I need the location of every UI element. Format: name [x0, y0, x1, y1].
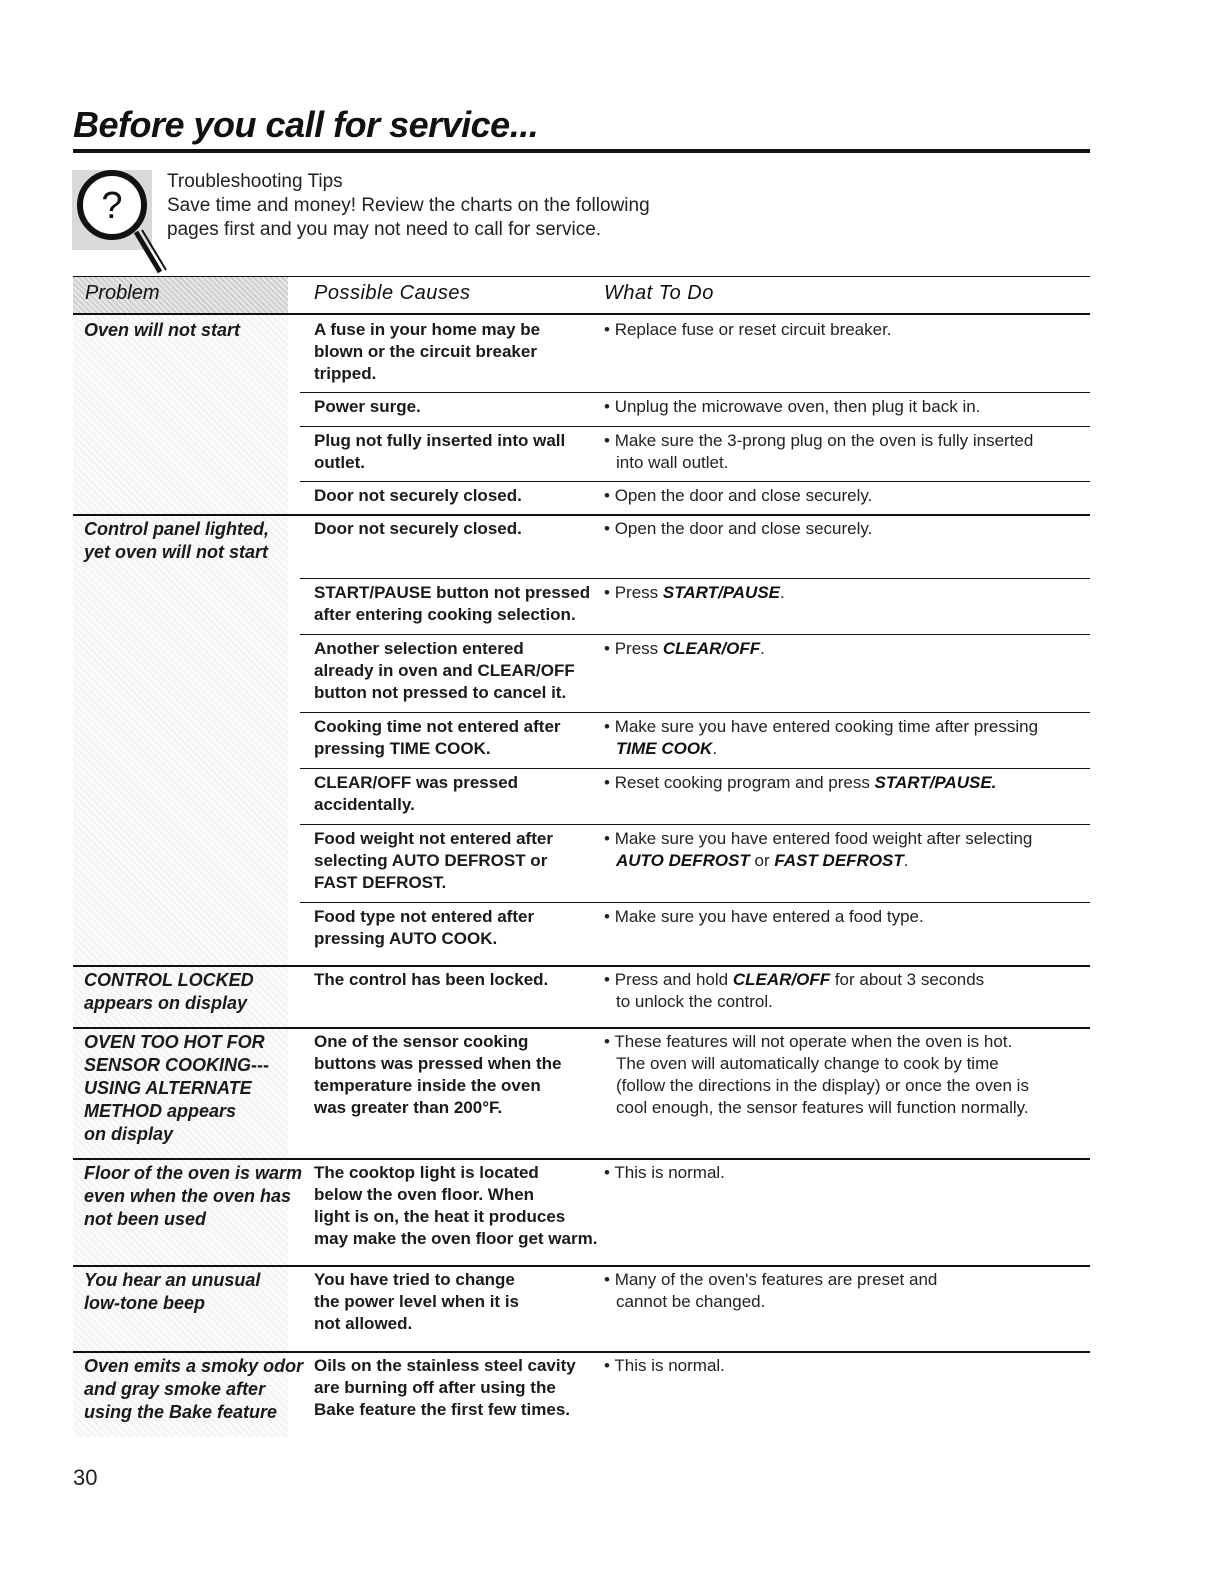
- problem-line: not been used: [84, 1209, 207, 1229]
- row-rule: [300, 578, 1090, 579]
- problem-line: using the Bake feature: [84, 1402, 278, 1422]
- cause-line: button not pressed to cancel it.: [314, 683, 567, 702]
- todo-line: • Many of the oven's features are preset and: [604, 1270, 938, 1289]
- row-rule: [300, 824, 1090, 825]
- what-to-do: [604, 319, 892, 341]
- cause-line: blown or the circuit breaker: [314, 342, 537, 361]
- row-rule: [300, 481, 1090, 482]
- possible-cause: [314, 1269, 519, 1335]
- possible-cause: [314, 396, 421, 418]
- cause-line: Door not securely closed.: [314, 486, 522, 505]
- cause-line: are burning off after using the: [314, 1378, 556, 1397]
- row-rule: [300, 768, 1090, 769]
- control-name: FAST DEFROST: [774, 851, 904, 870]
- control-name: START/PAUSE.: [874, 773, 997, 792]
- problem-line: and gray smoke after: [84, 1379, 266, 1399]
- possible-cause: [314, 772, 518, 816]
- bullet-icon: •: [604, 320, 615, 339]
- problem-line: OVEN TOO HOT FOR: [84, 1032, 265, 1052]
- group-rule: [73, 1027, 1090, 1029]
- cause-line: temperature inside the oven: [314, 1076, 541, 1095]
- control-name: CLEAR/OFF: [732, 970, 831, 989]
- problem-line: low-tone beep: [84, 1293, 205, 1313]
- problem-label: [84, 319, 240, 342]
- bullet-icon: •: [604, 1163, 615, 1182]
- what-to-do: [604, 969, 984, 1013]
- possible-cause: [314, 430, 565, 474]
- control-name: START/PAUSE: [662, 583, 780, 602]
- cause-line: Door not securely closed.: [314, 519, 522, 538]
- todo-line: • Replace fuse or reset circuit breaker.: [604, 320, 892, 339]
- possible-cause: [314, 638, 575, 704]
- what-to-do: [604, 1355, 725, 1377]
- magnifier-question-icon: [72, 160, 172, 280]
- tips-line: pages first and you may not need to call for service.: [167, 219, 602, 240]
- control-name: AUTO DEFROST: [616, 851, 750, 870]
- what-to-do: [604, 582, 785, 604]
- what-to-do: [604, 396, 980, 418]
- todo-header: What To Do: [604, 282, 714, 304]
- possible-cause: [314, 485, 522, 507]
- what-to-do: [604, 485, 872, 507]
- problem-line: METHOD appears: [84, 1101, 237, 1121]
- possible-cause: [314, 1031, 562, 1119]
- cause-line: light is on, the heat it produces: [314, 1207, 566, 1226]
- cause-line: FAST DEFROST.: [314, 873, 447, 892]
- todo-line: • Make sure you have entered food weight after selecting: [604, 829, 1033, 848]
- problem-line: You hear an unusual: [84, 1270, 261, 1290]
- what-to-do: [604, 1269, 937, 1313]
- todo-line: cannot be changed.: [616, 1292, 766, 1311]
- todo-line: (follow the directions in the display) or once the oven is: [616, 1076, 1029, 1095]
- problem-line: Control panel lighted,: [84, 519, 269, 539]
- bullet-icon: •: [604, 773, 615, 792]
- group-rule: [73, 514, 1090, 516]
- row-rule: [300, 712, 1090, 713]
- what-to-do: [604, 828, 1032, 872]
- bullet-icon: •: [604, 639, 615, 658]
- group-rule: [73, 965, 1090, 967]
- problem-line: SENSOR COOKING---: [84, 1055, 270, 1075]
- what-to-do: [604, 430, 1033, 474]
- bullet-icon: •: [604, 397, 615, 416]
- bullet-icon: •: [604, 970, 615, 989]
- problem-label: [84, 518, 269, 564]
- bullet-icon: •: [604, 829, 615, 848]
- table-header: [73, 277, 1090, 313]
- cause-line: accidentally.: [314, 795, 415, 814]
- problem-group: [73, 514, 1090, 965]
- cause-line: Food weight not entered after: [314, 829, 553, 848]
- cause-line: START/PAUSE button not pressed: [314, 583, 591, 602]
- bullet-icon: •: [604, 486, 615, 505]
- possible-cause: [314, 1162, 597, 1250]
- todo-line: • Reset cooking program and press START/PAUSE.: [604, 773, 997, 792]
- todo-line: AUTO DEFROST or FAST DEFROST.: [616, 851, 909, 870]
- group-rule: [73, 1351, 1090, 1353]
- what-to-do: [604, 772, 996, 794]
- causes-header: Possible Causes: [314, 282, 471, 304]
- problem-line: appears on display: [84, 993, 248, 1013]
- row-rule: [300, 634, 1090, 635]
- problem-line: Oven will not start: [84, 320, 241, 340]
- problem-cell: [73, 514, 288, 965]
- cause-line: Oils on the stainless steel cavity: [314, 1356, 576, 1375]
- todo-line: • This is normal.: [604, 1163, 725, 1182]
- what-to-do: [604, 1031, 1029, 1119]
- todo-line: • Open the door and close securely.: [604, 519, 873, 538]
- todo-line: • Make sure you have entered cooking time after pressing: [604, 717, 1039, 736]
- cause-line: not allowed.: [314, 1314, 413, 1333]
- cause-line: You have tried to change: [314, 1270, 515, 1289]
- problem-group: [73, 315, 1090, 514]
- todo-line: to unlock the control.: [616, 992, 773, 1011]
- problem-group: [73, 1158, 1090, 1265]
- bullet-icon: •: [604, 1032, 615, 1051]
- todo-line: • Make sure the 3-prong plug on the oven is fully inserted: [604, 431, 1034, 450]
- tips-heading: Troubleshooting Tips: [167, 171, 343, 192]
- possible-cause: [314, 1355, 576, 1421]
- problem-line: yet oven will not start: [84, 542, 269, 562]
- tips-line: Save time and money! Review the charts on the following: [167, 195, 650, 216]
- todo-line: • Open the door and close securely.: [604, 486, 873, 505]
- possible-cause: [314, 906, 534, 950]
- problem-header: Problem: [85, 282, 160, 304]
- todo-line: The oven will automatically change to cook by time: [616, 1054, 999, 1073]
- row-rule: [300, 426, 1090, 427]
- bullet-icon: •: [604, 1356, 615, 1375]
- bullet-icon: •: [604, 907, 615, 926]
- problem-label: [84, 1031, 269, 1146]
- problem-line: Floor of the oven is warm: [84, 1163, 303, 1183]
- cause-line: Another selection entered: [314, 639, 524, 658]
- cause-line: Cooking time not entered after: [314, 717, 561, 736]
- todo-line: cool enough, the sensor features will function normally.: [616, 1098, 1029, 1117]
- todo-line: • Make sure you have entered a food type.: [604, 907, 924, 926]
- cause-line: already in oven and CLEAR/OFF: [314, 661, 575, 680]
- what-to-do: [604, 1162, 725, 1184]
- group-rule: [73, 1265, 1090, 1267]
- cause-line: A fuse in your home may be: [314, 320, 541, 339]
- possible-cause: [314, 716, 561, 760]
- cause-line: The control has been locked.: [314, 970, 549, 989]
- cause-line: the power level when it is: [314, 1292, 519, 1311]
- cause-line: buttons was pressed when the: [314, 1054, 562, 1073]
- problem-cell: [73, 315, 288, 514]
- todo-line: • These features will not operate when the oven is hot.: [604, 1032, 1013, 1051]
- possible-cause: [314, 319, 540, 385]
- problem-header-cell: [73, 277, 288, 313]
- bullet-icon: •: [604, 583, 615, 602]
- what-to-do: [604, 638, 765, 660]
- problem-label: [84, 1162, 302, 1231]
- page-number: 30: [73, 1465, 98, 1490]
- todo-line: TIME COOK.: [616, 739, 718, 758]
- row-rule: [300, 902, 1090, 903]
- todo-line: • Press START/PAUSE.: [604, 583, 785, 602]
- possible-cause: [314, 969, 548, 991]
- cause-line: pressing TIME COOK.: [314, 739, 491, 758]
- cause-line: Power surge.: [314, 397, 421, 416]
- todo-line: • Press and hold CLEAR/OFF for about 3 seconds: [604, 970, 985, 989]
- problem-label: [84, 1269, 260, 1315]
- possible-cause: [314, 518, 522, 540]
- cause-line: was greater than 200°F.: [314, 1098, 503, 1117]
- row-rule: [300, 392, 1090, 393]
- cause-line: Plug not fully inserted into wall: [314, 431, 566, 450]
- problem-line: CONTROL LOCKED: [84, 970, 254, 990]
- problem-line: Oven emits a smoky odor: [84, 1356, 304, 1376]
- cause-line: Food type not entered after: [314, 907, 535, 926]
- cause-line: Bake feature the first few times.: [314, 1400, 571, 1419]
- bullet-icon: •: [604, 431, 615, 450]
- todo-line: into wall outlet.: [616, 453, 729, 472]
- todo-line: • Unplug the microwave oven, then plug it back in.: [604, 397, 981, 416]
- bullet-icon: •: [604, 717, 615, 736]
- todo-line: • This is normal.: [604, 1356, 725, 1375]
- control-name: TIME COOK: [616, 739, 713, 758]
- bullet-icon: •: [604, 519, 615, 538]
- cause-line: CLEAR/OFF was pressed: [314, 773, 519, 792]
- control-name: CLEAR/OFF: [662, 639, 761, 658]
- what-to-do: [604, 518, 872, 540]
- svg-text:?: ?: [101, 185, 123, 227]
- problem-group: [73, 1027, 1090, 1158]
- cause-line: pressing AUTO COOK.: [314, 929, 498, 948]
- cause-line: outlet.: [314, 453, 365, 472]
- cause-line: tripped.: [314, 364, 377, 383]
- what-to-do: [604, 716, 1038, 760]
- problem-label: [84, 969, 254, 1015]
- cause-line: after entering cooking selection.: [314, 605, 576, 624]
- problem-group: [73, 1265, 1090, 1351]
- cause-line: The cooktop light is located: [314, 1163, 539, 1182]
- cause-line: selecting AUTO DEFROST or: [314, 851, 548, 870]
- cause-line: One of the sensor cooking: [314, 1032, 529, 1051]
- possible-cause: [314, 828, 553, 894]
- title-rule: [73, 149, 1090, 153]
- cause-line: below the oven floor. When: [314, 1185, 535, 1204]
- problem-line: USING ALTERNATE: [84, 1078, 252, 1098]
- possible-cause: [314, 582, 590, 626]
- todo-line: • Press CLEAR/OFF.: [604, 639, 765, 658]
- problem-line: even when the oven has: [84, 1186, 292, 1206]
- what-to-do: [604, 906, 924, 928]
- problem-group: [73, 965, 1090, 1027]
- bullet-icon: •: [604, 1270, 615, 1289]
- page-title: Before you call for service...: [73, 104, 539, 145]
- group-rule: [73, 1158, 1090, 1160]
- problem-label: [84, 1355, 303, 1424]
- problem-group: [73, 1351, 1090, 1437]
- cause-line: may make the oven floor get warm.: [314, 1229, 598, 1248]
- problem-line: on display: [84, 1124, 174, 1144]
- tips-text: [167, 170, 650, 242]
